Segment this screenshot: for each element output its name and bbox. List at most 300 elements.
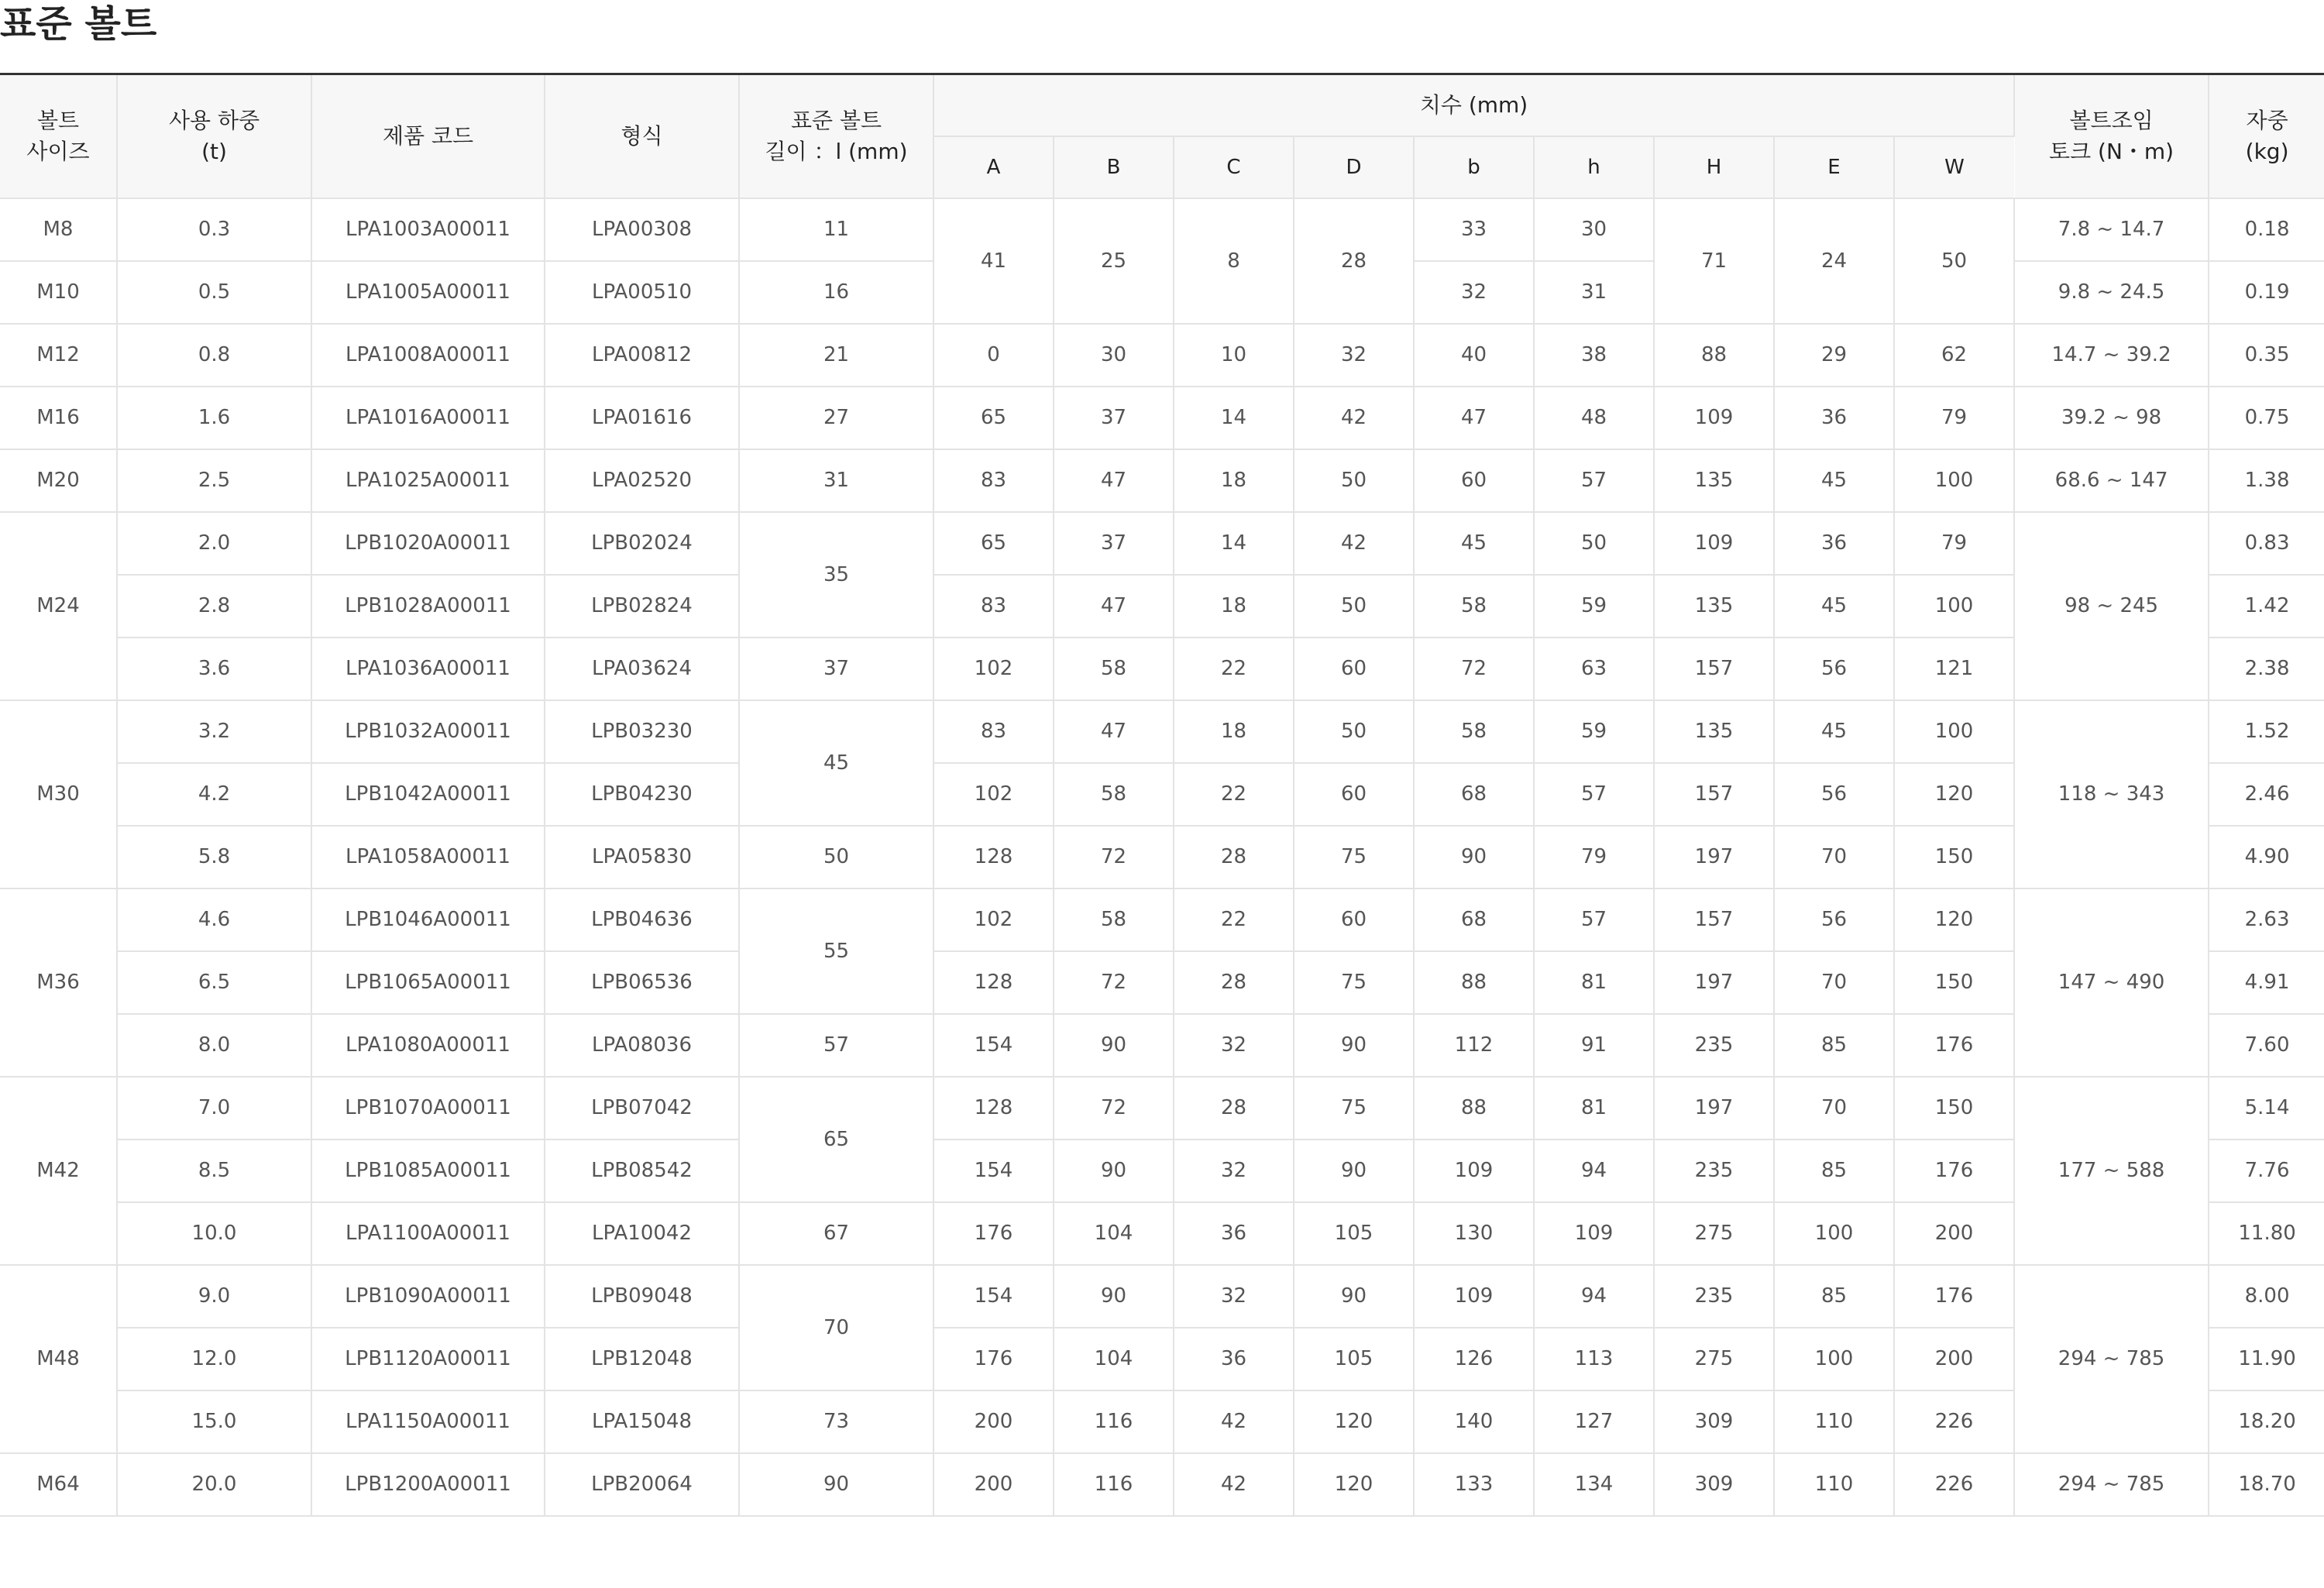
cell-bolt-size: M36 [0,889,117,1077]
cell-length: 55 [739,889,933,1014]
cell-dim-h-upper: 135 [1654,449,1774,512]
header-torque [2014,74,2209,198]
cell-product-code: LPA1080A00011 [311,1014,545,1077]
cell-weight: 0.19 [2209,261,2324,324]
cell-dim-a: 154 [933,1014,1054,1077]
cell-dim-b-upper: 90 [1054,1014,1174,1077]
cell-dim-h-lower: 30 [1534,198,1654,261]
cell-product-code: LPB1028A00011 [311,575,545,638]
cell-dim-h-upper: 135 [1654,700,1774,763]
cell-load: 4.2 [117,763,311,826]
cell-weight: 18.70 [2209,1453,2324,1516]
cell-dim-b-upper: 90 [1054,1265,1174,1328]
cell-dim-b-lower: 60 [1414,449,1534,512]
cell-weight: 11.90 [2209,1328,2324,1390]
cell-dim-b-lower: 133 [1414,1453,1534,1516]
cell-dim-w: 121 [1894,638,2014,700]
cell-dim-h-upper: 309 [1654,1453,1774,1516]
table-row [0,324,2324,387]
cell-dim-a: 176 [933,1328,1054,1390]
cell-dim-d: 50 [1294,575,1414,638]
table-row [0,449,2324,512]
cell-dim-b-lower: 68 [1414,763,1534,826]
cell-dim-h-lower: 63 [1534,638,1654,700]
cell-dim-b-lower: 109 [1414,1265,1534,1328]
cell-dim-e: 85 [1774,1139,1894,1202]
cell-dim-d: 120 [1294,1453,1414,1516]
table-row [0,951,2324,1014]
cell-load: 2.8 [117,575,311,638]
header-dim-a: A [933,136,1054,198]
cell-load: 9.0 [117,1265,311,1328]
cell-weight: 4.90 [2209,826,2324,889]
cell-dim-b-lower: 109 [1414,1139,1534,1202]
cell-weight: 0.35 [2209,324,2324,387]
cell-load: 2.5 [117,449,311,512]
header-load-line2: (t) [201,138,227,164]
header-length-line1: 표준 볼트 [790,107,882,133]
cell-dim-e: 70 [1774,1077,1894,1139]
cell-dim-a: 200 [933,1453,1054,1516]
cell-dim-b-upper: 47 [1054,575,1174,638]
bolt-spec-table [0,73,2324,1517]
cell-dim-w: 176 [1894,1014,2014,1077]
cell-dim-c: 10 [1174,324,1294,387]
cell-model: LPA00510 [545,261,739,324]
cell-dim-w: 79 [1894,387,2014,449]
cell-product-code: LPB1090A00011 [311,1265,545,1328]
cell-model: LPB09048 [545,1265,739,1328]
cell-dim-d: 75 [1294,951,1414,1014]
cell-length: 11 [739,198,933,261]
cell-dim-h-upper: 157 [1654,638,1774,700]
cell-bolt-size: M64 [0,1453,117,1516]
cell-weight: 1.38 [2209,449,2324,512]
cell-dim-d: 42 [1294,387,1414,449]
header-bolt-size [0,74,117,198]
cell-model: LPB02024 [545,512,739,575]
cell-model: LPA00308 [545,198,739,261]
header-model: 형식 [545,74,739,198]
cell-dim-b-lower: 112 [1414,1014,1534,1077]
cell-bolt-size: M42 [0,1077,117,1265]
cell-dim-h-upper: 275 [1654,1328,1774,1390]
cell-product-code: LPA1008A00011 [311,324,545,387]
cell-dim-a: 102 [933,638,1054,700]
cell-torque: 9.8 ~ 24.5 [2014,261,2209,324]
header-dim-c-upper: C [1174,136,1294,198]
cell-dim-d: 75 [1294,826,1414,889]
cell-dim-d: 90 [1294,1139,1414,1202]
cell-dim-d: 50 [1294,449,1414,512]
header-dim-b-lower: b [1414,136,1534,198]
cell-dim-w: 176 [1894,1139,2014,1202]
cell-dim-h-lower: 109 [1534,1202,1654,1265]
cell-dim-w: 226 [1894,1390,2014,1453]
cell-dim-b-upper: 72 [1054,951,1174,1014]
cell-dim-w: 120 [1894,889,2014,951]
cell-dim-d: 50 [1294,700,1414,763]
cell-dim-h-upper: 109 [1654,387,1774,449]
cell-bolt-size: M24 [0,512,117,700]
cell-model: LPB07042 [545,1077,739,1139]
cell-dim-b-upper: 25 [1054,198,1174,324]
cell-dim-b-lower: 90 [1414,826,1534,889]
cell-length: 16 [739,261,933,324]
cell-dim-c: 32 [1174,1265,1294,1328]
cell-product-code: LPA1150A00011 [311,1390,545,1453]
cell-dim-h-lower: 59 [1534,575,1654,638]
table-row [0,1328,2324,1390]
cell-weight: 7.60 [2209,1014,2324,1077]
cell-dim-e: 36 [1774,387,1894,449]
cell-dim-b-lower: 126 [1414,1328,1534,1390]
cell-dim-b-upper: 58 [1054,763,1174,826]
cell-dim-e: 45 [1774,700,1894,763]
cell-product-code: LPB1032A00011 [311,700,545,763]
header-torque-line1: 볼트조임 [2069,107,2154,133]
cell-dim-h-upper: 197 [1654,951,1774,1014]
cell-length: 57 [739,1014,933,1077]
cell-dim-h-upper: 235 [1654,1265,1774,1328]
cell-model: LPA02520 [545,449,739,512]
cell-dim-w: 100 [1894,449,2014,512]
cell-weight: 1.52 [2209,700,2324,763]
cell-model: LPB04230 [545,763,739,826]
cell-product-code: LPA1016A00011 [311,387,545,449]
cell-load: 2.0 [117,512,311,575]
cell-model: LPB03230 [545,700,739,763]
cell-model: LPB08542 [545,1139,739,1202]
header-dim-d: D [1294,136,1414,198]
cell-dim-a: 102 [933,889,1054,951]
cell-weight: 4.91 [2209,951,2324,1014]
cell-dim-c: 32 [1174,1014,1294,1077]
header-dim-h-upper: H [1654,136,1774,198]
header-weight-line2: (kg) [2245,138,2289,164]
cell-product-code: LPA1025A00011 [311,449,545,512]
cell-dim-c: 22 [1174,763,1294,826]
cell-dim-e: 100 [1774,1328,1894,1390]
cell-dim-b-lower: 88 [1414,1077,1534,1139]
cell-dim-c: 32 [1174,1139,1294,1202]
cell-length: 45 [739,700,933,826]
cell-dim-a: 102 [933,763,1054,826]
cell-dim-h-upper: 109 [1654,512,1774,575]
cell-bolt-size: M48 [0,1265,117,1453]
header-dimensions: 치수 (mm) [933,74,2014,136]
cell-length: 50 [739,826,933,889]
cell-weight: 1.42 [2209,575,2324,638]
cell-dim-a: 83 [933,575,1054,638]
header-bolt-size-line2: 사이즈 [26,138,90,164]
cell-model: LPA15048 [545,1390,739,1453]
cell-dim-b-lower: 88 [1414,951,1534,1014]
cell-dim-e: 85 [1774,1014,1894,1077]
cell-dim-c: 28 [1174,951,1294,1014]
cell-dim-c: 22 [1174,638,1294,700]
cell-load: 3.6 [117,638,311,700]
cell-dim-e: 29 [1774,324,1894,387]
cell-dim-a: 176 [933,1202,1054,1265]
table-row [0,1390,2324,1453]
cell-length: 65 [739,1077,933,1202]
cell-torque: 7.8 ~ 14.7 [2014,198,2209,261]
header-dim-e: E [1774,136,1894,198]
cell-dim-c: 18 [1174,700,1294,763]
cell-dim-b-lower: 68 [1414,889,1534,951]
cell-dim-a: 128 [933,1077,1054,1139]
cell-dim-w: 150 [1894,826,2014,889]
table-row [0,512,2324,575]
cell-dim-b-lower: 33 [1414,198,1534,261]
cell-dim-b-upper: 104 [1054,1328,1174,1390]
cell-weight: 2.63 [2209,889,2324,951]
cell-load: 10.0 [117,1202,311,1265]
cell-weight: 0.75 [2209,387,2324,449]
cell-dim-h-lower: 31 [1534,261,1654,324]
cell-product-code: LPB1120A00011 [311,1328,545,1390]
cell-torque: 98 ~ 245 [2014,512,2209,700]
cell-dim-c: 14 [1174,512,1294,575]
header-row [0,74,2324,136]
cell-load: 0.3 [117,198,311,261]
cell-dim-w: 150 [1894,1077,2014,1139]
cell-product-code: LPB1046A00011 [311,889,545,951]
cell-model: LPA03624 [545,638,739,700]
cell-dim-e: 45 [1774,575,1894,638]
cell-dim-h-lower: 91 [1534,1014,1654,1077]
cell-dim-e: 110 [1774,1390,1894,1453]
cell-dim-c: 18 [1174,575,1294,638]
cell-dim-a: 154 [933,1265,1054,1328]
cell-dim-e: 110 [1774,1453,1894,1516]
cell-dim-d: 60 [1294,889,1414,951]
table-row [0,1265,2324,1328]
table-row [0,700,2324,763]
cell-length: 21 [739,324,933,387]
cell-length: 27 [739,387,933,449]
cell-dim-h-lower: 38 [1534,324,1654,387]
cell-dim-h-upper: 235 [1654,1139,1774,1202]
cell-load: 6.5 [117,951,311,1014]
cell-dim-d: 60 [1294,763,1414,826]
cell-dim-h-lower: 94 [1534,1139,1654,1202]
cell-model: LPB20064 [545,1453,739,1516]
cell-dim-c: 36 [1174,1328,1294,1390]
cell-dim-e: 56 [1774,889,1894,951]
cell-dim-b-lower: 47 [1414,387,1534,449]
cell-dim-h-lower: 113 [1534,1328,1654,1390]
cell-length: 67 [739,1202,933,1265]
cell-dim-a: 0 [933,324,1054,387]
cell-weight: 2.38 [2209,638,2324,700]
cell-bolt-size: M16 [0,387,117,449]
cell-dim-d: 42 [1294,512,1414,575]
cell-dim-b-lower: 58 [1414,575,1534,638]
cell-dim-b-upper: 37 [1054,387,1174,449]
cell-dim-b-upper: 72 [1054,826,1174,889]
cell-product-code: LPB1070A00011 [311,1077,545,1139]
cell-torque: 294 ~ 785 [2014,1265,2209,1453]
cell-dim-h-upper: 135 [1654,575,1774,638]
cell-dim-h-upper: 197 [1654,1077,1774,1139]
cell-dim-w: 50 [1894,198,2014,324]
cell-dim-a: 65 [933,512,1054,575]
cell-weight: 0.83 [2209,512,2324,575]
cell-dim-h-lower: 81 [1534,1077,1654,1139]
cell-dim-c: 42 [1174,1390,1294,1453]
cell-model: LPB06536 [545,951,739,1014]
cell-dim-b-upper: 37 [1054,512,1174,575]
cell-product-code: LPA1058A00011 [311,826,545,889]
cell-load: 12.0 [117,1328,311,1390]
cell-dim-h-lower: 134 [1534,1453,1654,1516]
cell-length: 73 [739,1390,933,1453]
cell-dim-c: 14 [1174,387,1294,449]
table-row [0,387,2324,449]
header-bolt-size-line1: 볼트 [36,107,80,133]
table-row [0,198,2324,261]
cell-dim-d: 60 [1294,638,1414,700]
cell-dim-b-lower: 140 [1414,1390,1534,1453]
cell-dim-w: 200 [1894,1328,2014,1390]
table-row [0,638,2324,700]
cell-load: 3.2 [117,700,311,763]
cell-weight: 5.14 [2209,1077,2324,1139]
cell-dim-a: 128 [933,951,1054,1014]
cell-dim-h-lower: 57 [1534,449,1654,512]
cell-dim-e: 45 [1774,449,1894,512]
cell-weight: 0.18 [2209,198,2324,261]
cell-dim-a: 83 [933,700,1054,763]
header-code: 제품 코드 [311,74,545,198]
cell-product-code: LPB1020A00011 [311,512,545,575]
cell-dim-a: 65 [933,387,1054,449]
cell-torque: 68.6 ~ 147 [2014,449,2209,512]
cell-dim-h-upper: 157 [1654,889,1774,951]
table-row [0,1139,2324,1202]
cell-dim-d: 32 [1294,324,1414,387]
cell-dim-c: 18 [1174,449,1294,512]
cell-dim-h-upper: 235 [1654,1014,1774,1077]
page-title: 표준 볼트 [0,2,157,46]
cell-load: 0.8 [117,324,311,387]
cell-product-code: LPB1085A00011 [311,1139,545,1202]
cell-model: LPA01616 [545,387,739,449]
cell-bolt-size: M10 [0,261,117,324]
cell-dim-d: 28 [1294,198,1414,324]
cell-dim-b-lower: 130 [1414,1202,1534,1265]
cell-dim-w: 100 [1894,575,2014,638]
cell-length: 37 [739,638,933,700]
cell-dim-h-lower: 48 [1534,387,1654,449]
cell-dim-c: 42 [1174,1453,1294,1516]
cell-dim-e: 100 [1774,1202,1894,1265]
cell-product-code: LPA1036A00011 [311,638,545,700]
cell-product-code: LPA1003A00011 [311,198,545,261]
cell-dim-a: 154 [933,1139,1054,1202]
cell-load: 5.8 [117,826,311,889]
cell-dim-b-upper: 116 [1054,1453,1174,1516]
cell-dim-d: 120 [1294,1390,1414,1453]
cell-dim-b-upper: 58 [1054,889,1174,951]
cell-dim-b-lower: 58 [1414,700,1534,763]
cell-bolt-size: M30 [0,700,117,889]
cell-load: 0.5 [117,261,311,324]
cell-load: 15.0 [117,1390,311,1453]
cell-model: LPA10042 [545,1202,739,1265]
cell-model: LPB12048 [545,1328,739,1390]
cell-dim-e: 56 [1774,763,1894,826]
header-dim-b-upper: B [1054,136,1174,198]
cell-dim-h-lower: 94 [1534,1265,1654,1328]
cell-weight: 11.80 [2209,1202,2324,1265]
cell-dim-h-lower: 81 [1534,951,1654,1014]
header-weight [2209,74,2324,198]
cell-dim-b-lower: 45 [1414,512,1534,575]
header-dim-w: W [1894,136,2014,198]
cell-product-code: LPB1042A00011 [311,763,545,826]
cell-dim-w: 79 [1894,512,2014,575]
cell-dim-c: 28 [1174,826,1294,889]
cell-dim-b-upper: 104 [1054,1202,1174,1265]
cell-dim-h-upper: 309 [1654,1390,1774,1453]
cell-dim-w: 200 [1894,1202,2014,1265]
table-row [0,889,2324,951]
cell-torque: 294 ~ 785 [2014,1453,2209,1516]
cell-model: LPA08036 [545,1014,739,1077]
cell-dim-h-upper: 71 [1654,198,1774,324]
cell-model: LPB04636 [545,889,739,951]
cell-length: 35 [739,512,933,638]
cell-dim-b-upper: 47 [1054,700,1174,763]
cell-dim-h-upper: 197 [1654,826,1774,889]
cell-dim-b-lower: 32 [1414,261,1534,324]
table-row [0,1014,2324,1077]
cell-dim-c: 28 [1174,1077,1294,1139]
cell-dim-e: 70 [1774,826,1894,889]
cell-weight: 7.76 [2209,1139,2324,1202]
cell-dim-d: 105 [1294,1328,1414,1390]
cell-dim-h-lower: 127 [1534,1390,1654,1453]
table-row [0,1202,2324,1265]
cell-torque: 177 ~ 588 [2014,1077,2209,1265]
cell-dim-d: 75 [1294,1077,1414,1139]
cell-dim-e: 36 [1774,512,1894,575]
cell-dim-b-upper: 47 [1054,449,1174,512]
cell-dim-h-lower: 59 [1534,700,1654,763]
cell-dim-d: 105 [1294,1202,1414,1265]
cell-dim-c: 22 [1174,889,1294,951]
cell-dim-e: 24 [1774,198,1894,324]
cell-bolt-size: M12 [0,324,117,387]
cell-dim-w: 176 [1894,1265,2014,1328]
cell-length: 70 [739,1265,933,1390]
cell-dim-e: 56 [1774,638,1894,700]
cell-dim-h-lower: 79 [1534,826,1654,889]
cell-load: 4.6 [117,889,311,951]
cell-dim-w: 150 [1894,951,2014,1014]
cell-product-code: LPB1065A00011 [311,951,545,1014]
table-row [0,575,2324,638]
cell-load: 20.0 [117,1453,311,1516]
table-row [0,1077,2324,1139]
cell-dim-d: 90 [1294,1014,1414,1077]
cell-torque: 147 ~ 490 [2014,889,2209,1077]
cell-dim-b-lower: 40 [1414,324,1534,387]
cell-model: LPA05830 [545,826,739,889]
